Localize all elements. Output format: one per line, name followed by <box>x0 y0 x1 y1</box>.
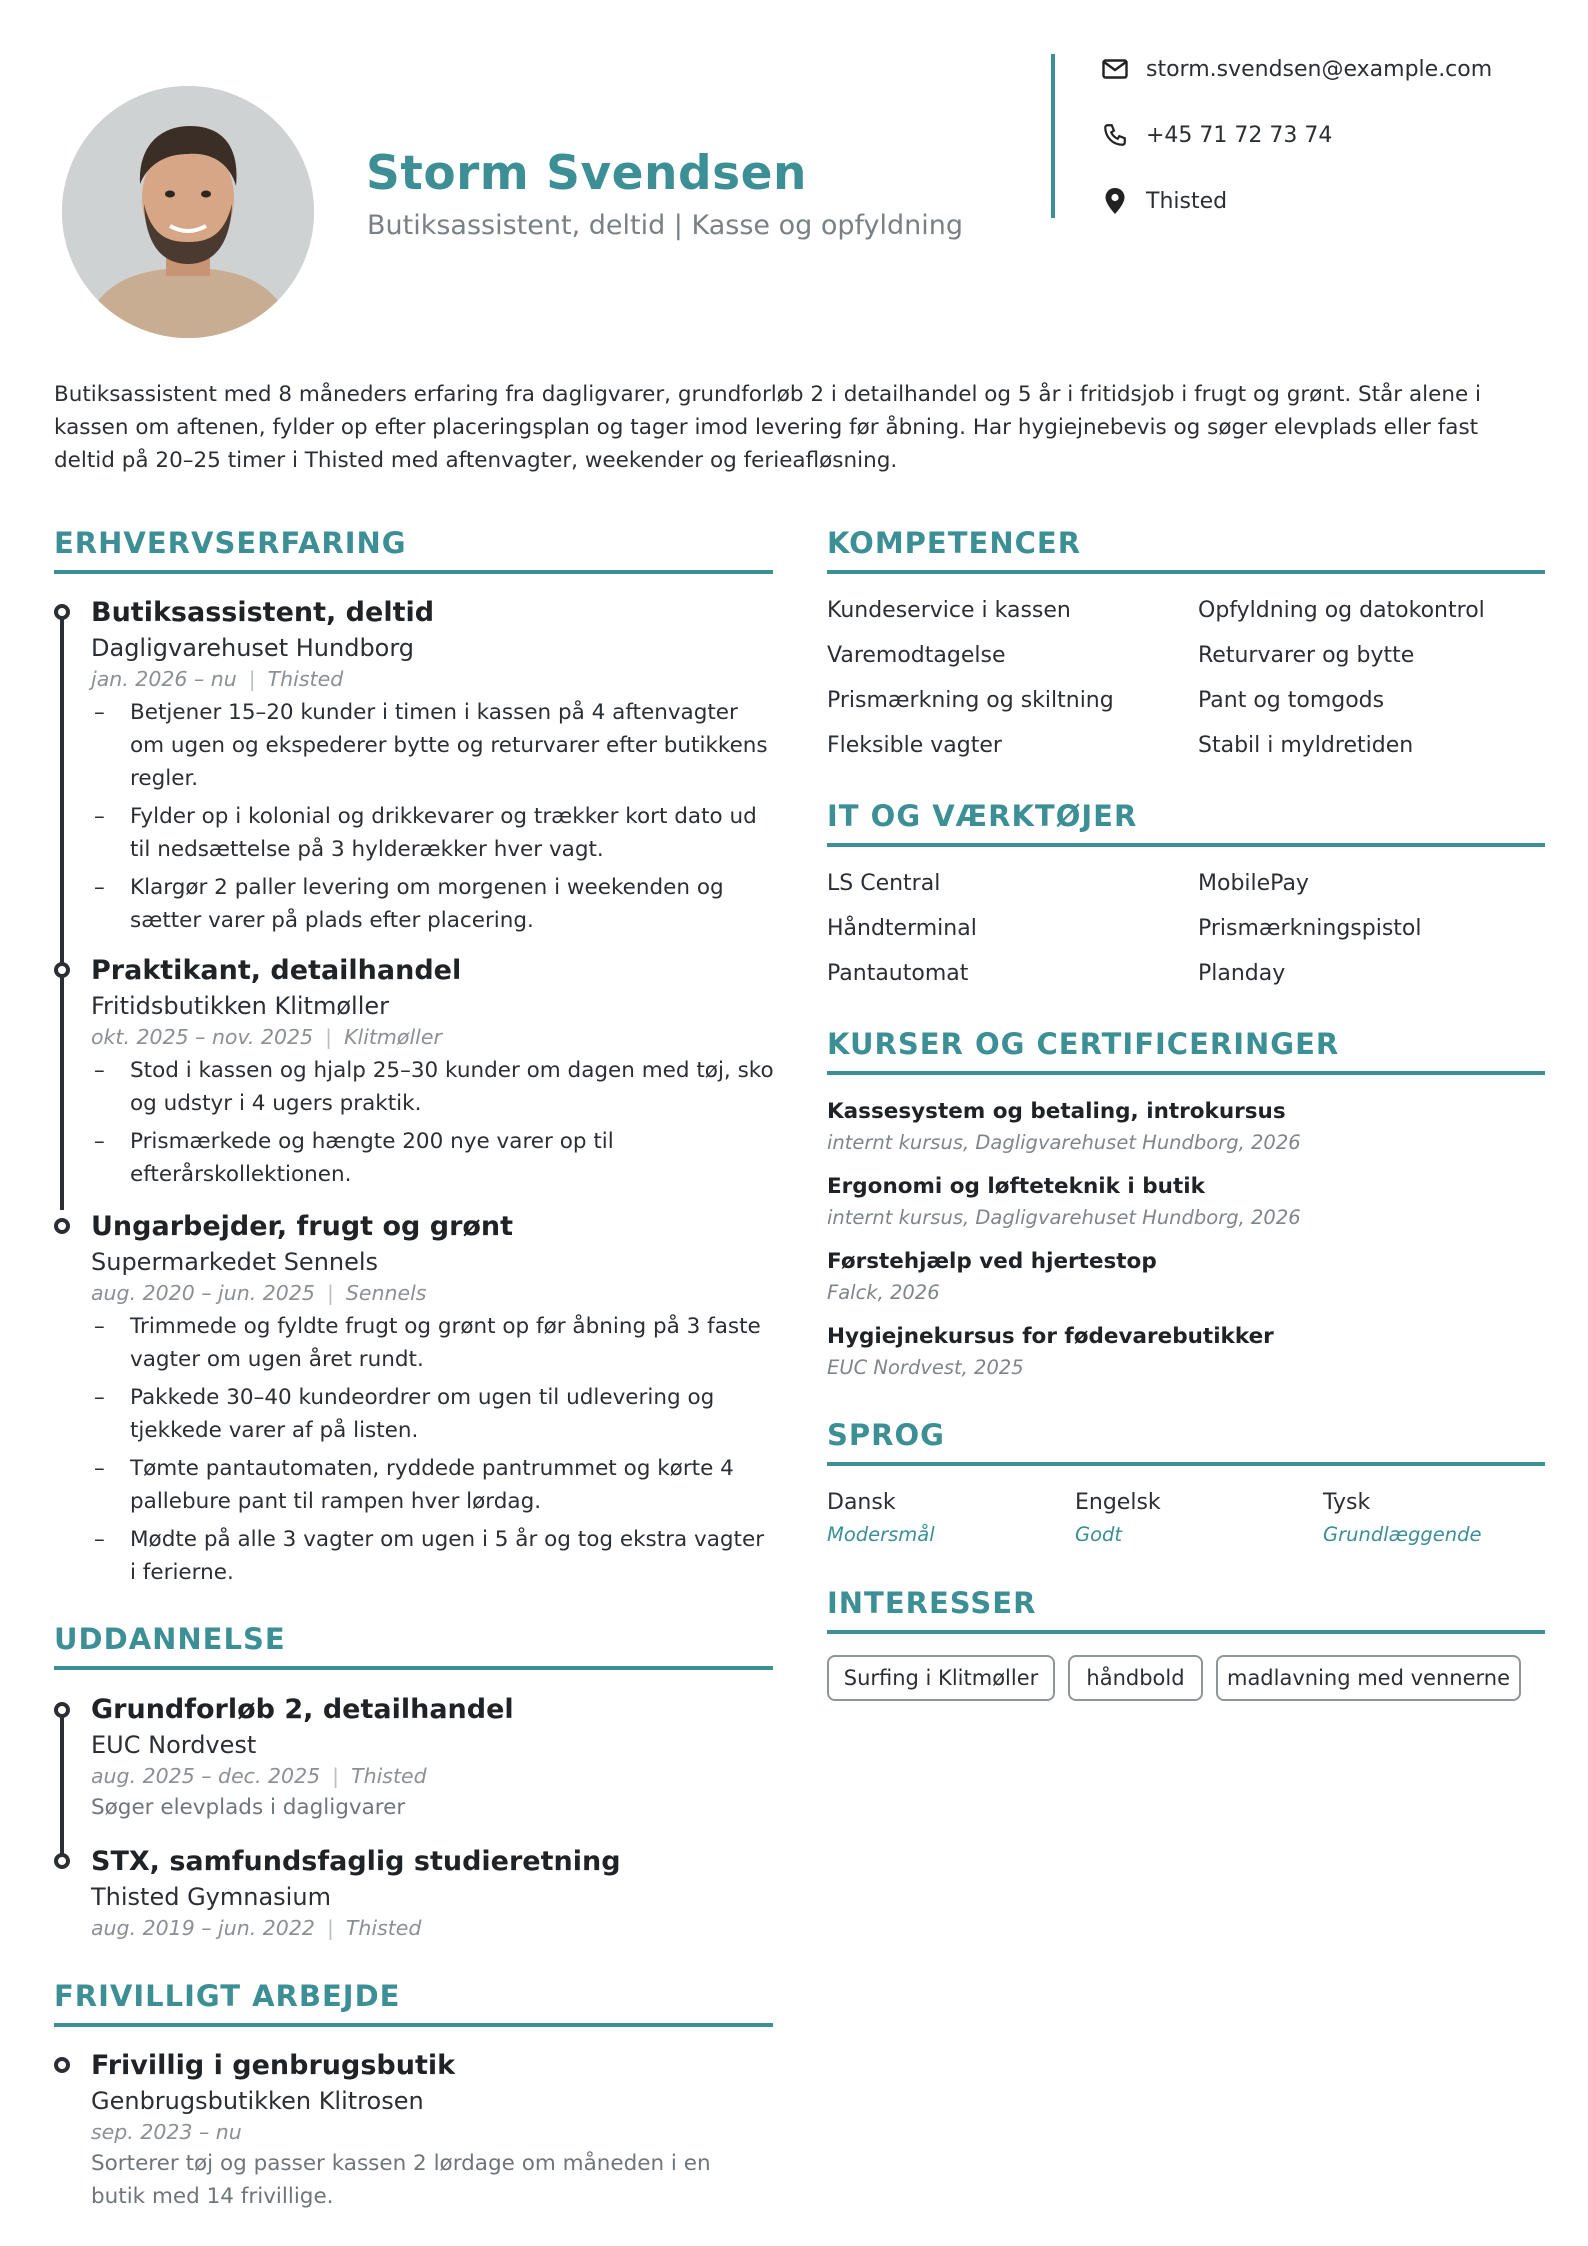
section-title-education: UDDANNELSE <box>54 1622 286 1656</box>
course-provider: Falck, 2026 <box>827 1281 940 1304</box>
job-bullet: – Fylder op i kolonial og drikkevarer og trækker kort dato ud til nedsættelse på 3 hylderækker hver vagt. <box>94 800 774 866</box>
job-title: Praktikant, detailhandel <box>91 955 462 986</box>
volunteer-period: sep. 2023 – nu <box>91 2120 242 2144</box>
timeline-dot <box>54 2057 70 2073</box>
course-title: Kassesystem og betaling, introkursus <box>827 1099 1286 1124</box>
section-rule <box>827 1071 1545 1075</box>
phone-text: +45 71 72 73 74 <box>1146 122 1333 148</box>
job-employer: Dagligvarehuset Hundborg <box>91 634 415 662</box>
skill-item: Returvarer og bytte <box>1198 643 1415 668</box>
timeline-dot <box>54 1218 70 1234</box>
timeline-line <box>60 1712 64 1862</box>
timeline-dot <box>54 962 70 978</box>
section-title-skills: KOMPETENCER <box>827 526 1082 560</box>
course-provider: internt kursus, Dagligvarehuset Hundborg, 2026 <box>827 1131 1301 1154</box>
job-bullet: – Stod i kassen og hjalp 25–30 kunder om dagen med tøj, sko og udstyr i 4 ugers praktik. <box>94 1054 774 1120</box>
tool-item: Prismærkningspistol <box>1198 916 1422 941</box>
location-text: Thisted <box>1146 188 1228 214</box>
course-title: Førstehjælp ved hjertestop <box>827 1249 1157 1274</box>
job-place: Sennels <box>345 1281 427 1305</box>
phone-icon <box>1100 120 1130 150</box>
job-bullet: – Mødte på alle 3 vagter om ugen i 5 år og tog ekstra vagter i ferierne. <box>94 1523 774 1589</box>
language-name: Tysk <box>1323 1490 1371 1515</box>
candidate-name: Storm Svendsen <box>366 146 807 201</box>
job-period: aug. 2020 – jun. 2025 <box>91 1281 315 1305</box>
education-meta: aug. 2019 – jun. 2022 | Thisted <box>91 1916 422 1940</box>
education-place: Thisted <box>351 1764 427 1788</box>
volunteer-title: Frivillig i genbrugsbutik <box>91 2050 456 2081</box>
job-period: okt. 2025 – nov. 2025 <box>91 1025 314 1049</box>
location-pin-icon <box>1100 186 1130 216</box>
skill-item: Opfyldning og datokontrol <box>1198 598 1485 623</box>
section-title-experience: ERHVERVSERFARING <box>54 526 407 560</box>
timeline-dot <box>54 604 70 620</box>
interest-chip: Surfing i Klitmøller <box>827 1655 1055 1701</box>
education-period: aug. 2025 – dec. 2025 <box>91 1764 321 1788</box>
timeline-dot <box>54 1853 70 1869</box>
interest-chip: madlavning med vennerne <box>1216 1655 1521 1701</box>
job-bullet: – Prismærkede og hængte 200 nye varer op til efterårskollektionen. <box>94 1125 774 1191</box>
volunteer-organization: Genbrugsbutikken Klitrosen <box>91 2087 424 2115</box>
course-title: Ergonomi og løfteteknik i butik <box>827 1174 1205 1199</box>
course-provider: internt kursus, Dagligvarehuset Hundborg, 2026 <box>827 1206 1301 1229</box>
language-name: Dansk <box>827 1490 896 1515</box>
mail-icon <box>1100 54 1130 84</box>
education-school: EUC Nordvest <box>91 1731 257 1759</box>
section-title-courses: KURSER OG CERTIFICERINGER <box>827 1027 1340 1061</box>
education-title: STX, samfundsfaglig studieretning <box>91 1846 621 1877</box>
skill-item: Fleksible vagter <box>827 733 1002 758</box>
job-meta: aug. 2020 – jun. 2025 | Sennels <box>91 1281 427 1305</box>
tool-item: Håndterminal <box>827 916 977 941</box>
section-title-volunteer: FRIVILLIGT ARBEJDE <box>54 1979 401 2013</box>
course-title: Hygiejnekursus for fødevarebutikker <box>827 1324 1274 1349</box>
person-portrait-icon <box>62 86 314 338</box>
contact-divider <box>1051 54 1055 218</box>
job-title: Butiksassistent, deltid <box>91 597 435 628</box>
language-level: Modersmål <box>827 1523 935 1546</box>
education-meta: aug. 2025 – dec. 2025 | Thisted <box>91 1764 427 1788</box>
education-period: aug. 2019 – jun. 2022 <box>91 1916 315 1940</box>
job-bullet: – Pakkede 30–40 kundeordrer om ugen til udlevering og tjekkede varer af på listen. <box>94 1381 774 1447</box>
job-employer: Supermarkedet Sennels <box>91 1248 379 1276</box>
job-bullet: – Betjener 15–20 kunder i timen i kassen på 4 aftenvagter om ugen og ekspederer bytte og returvarer efter butikkens regler. <box>94 696 774 795</box>
language-level: Grundlæggende <box>1323 1523 1482 1546</box>
skill-item: Prismærkning og skiltning <box>827 688 1114 713</box>
section-rule <box>827 570 1545 574</box>
job-bullet: – Klargør 2 paller levering om morgenen i weekenden og sætter varer på plads efter placering. <box>94 871 774 937</box>
volunteer-description: Sorterer tøj og passer kassen 2 lørdage om måneden i en butik med 14 frivillige. <box>91 2151 711 2209</box>
timeline-dot <box>54 1702 70 1718</box>
profile-summary: Butiksassistent med 8 måneders erfaring fra dagligvarer, grundforløb 2 i detailhandel og 5 år i fritidsjob i frugt og grønt. Står alene i kassen om aftenen, fylder op efter placeringsplan og tager imod levering før åbning. Har hygiejnebevis og søger elevplads eller fast deltid på 20–25 timer i Thisted med aftenvagter, weekender og ferieafløsning. <box>54 382 1482 473</box>
email-text: storm.svendsen@example.com <box>1146 56 1493 82</box>
section-title-languages: SPROG <box>827 1418 945 1452</box>
job-place: Klitmøller <box>344 1025 442 1049</box>
job-meta: jan. 2026 – nu | Thisted <box>91 667 344 691</box>
job-title: Ungarbejder, frugt og grønt <box>91 1211 514 1242</box>
course-provider: EUC Nordvest, 2025 <box>827 1356 1024 1379</box>
tool-item: Pantautomat <box>827 961 969 986</box>
job-employer: Fritidsbutikken Klitmøller <box>91 992 389 1020</box>
job-bullets <box>94 1054 774 1196</box>
language-name: Engelsk <box>1075 1490 1161 1515</box>
job-period: jan. 2026 – nu <box>91 667 237 691</box>
education-title: Grundforløb 2, detailhandel <box>91 1694 514 1725</box>
tool-item: LS Central <box>827 871 941 896</box>
section-rule <box>54 570 773 574</box>
section-rule <box>54 2023 773 2027</box>
skill-item: Pant og tomgods <box>1198 688 1385 713</box>
education-place: Thisted <box>345 1916 422 1940</box>
job-meta: okt. 2025 – nov. 2025 | Klitmøller <box>91 1025 442 1049</box>
tool-item: MobilePay <box>1198 871 1309 896</box>
job-bullets <box>94 696 774 942</box>
section-title-interests: INTERESSER <box>827 1586 1037 1620</box>
education-note: Søger elevplads i dagligvarer <box>91 1795 406 1820</box>
section-rule <box>54 1666 773 1670</box>
job-bullet: – Trimmede og fyldte frugt og grønt op før åbning på 3 faste vagter om ugen året rundt. <box>94 1310 774 1376</box>
skill-item: Kundeservice i kassen <box>827 598 1071 623</box>
tool-item: Planday <box>1198 961 1286 986</box>
job-place: Thisted <box>267 667 344 691</box>
interest-chip: håndbold <box>1068 1655 1203 1701</box>
timeline-line <box>60 612 64 1210</box>
candidate-headline: Butiksassistent, deltid | Kasse og opfyldning <box>367 210 963 241</box>
section-title-tools: IT OG VÆRKTØJER <box>827 799 1138 833</box>
section-rule <box>827 1630 1545 1634</box>
profile-photo <box>62 86 314 338</box>
education-school: Thisted Gymnasium <box>91 1883 331 1911</box>
section-rule <box>827 843 1545 847</box>
skill-item: Varemodtagelse <box>827 643 1006 668</box>
skill-item: Stabil i myldretiden <box>1198 733 1414 758</box>
section-rule <box>827 1462 1545 1466</box>
language-level: Godt <box>1075 1523 1123 1546</box>
job-bullet: – Tømte pantautomaten, ryddede pantrummet og kørte 4 pallebure pant til rampen hver lørdag. <box>94 1452 774 1518</box>
job-bullets <box>94 1310 774 1594</box>
